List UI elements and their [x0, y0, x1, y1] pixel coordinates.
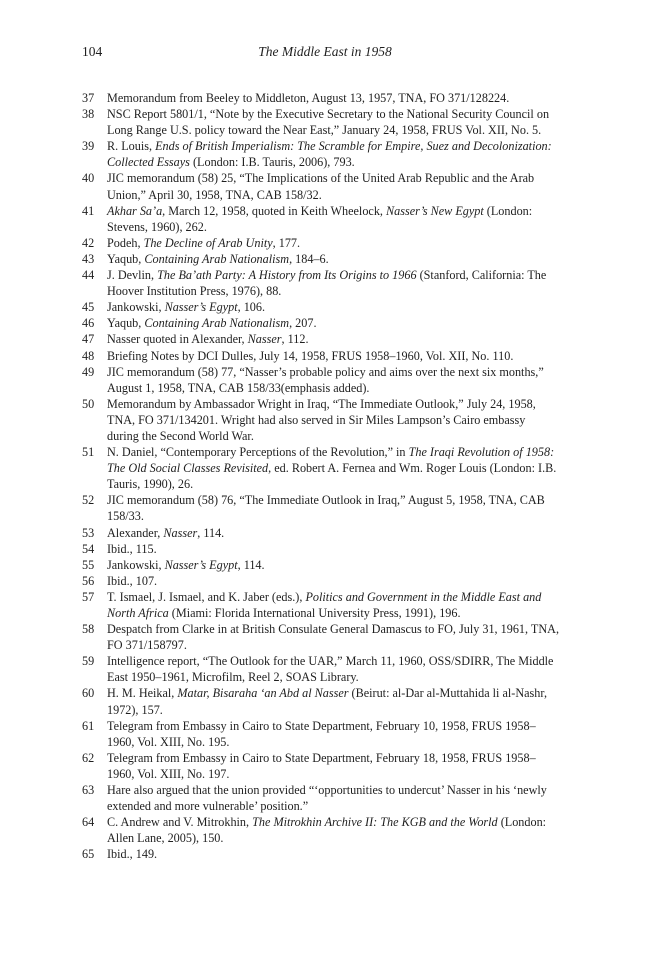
endnote-text-segment: Memorandum by Ambassador Wright in Iraq, “The Immediate Outlook,” July 24, 1958, TNA, FO 371/134201. Wright had also served in Sir Miles Lampson’s Cairo embassy during the Second World War.: [107, 396, 536, 443]
endnote-text-segment: Alexander,: [107, 525, 164, 540]
endnote: [82, 750, 560, 782]
endnote-text-segment: (London: I.B. Tauris, 2006), 793.: [189, 155, 355, 170]
endnote-number: 63: [82, 783, 95, 798]
endnote-title-italic: Nasser: [247, 332, 282, 347]
endnote-text: [107, 590, 541, 620]
endnote-text: [107, 268, 546, 298]
endnote: [82, 203, 560, 235]
endnote: [82, 541, 560, 557]
endnote-text-segment: C. Andrew and V. Mitrokhin,: [107, 815, 253, 830]
endnote-number: 52: [82, 493, 95, 508]
endnote-text-segment: , 106.: [237, 300, 266, 315]
endnote-text: [107, 558, 265, 572]
endnote-title-italic: The Ba’ath Party: A History from Its Origins to 1966: [157, 268, 417, 283]
endnote: [82, 348, 560, 364]
endnote-text-segment: , 184–6.: [289, 251, 329, 266]
endnote-number: 37: [82, 91, 95, 105]
endnote-title-italic: The Iraqi Revolution of 1958: The Old Social Classes Revisited: [107, 445, 555, 476]
endnote-text-segment: Yaqub,: [107, 251, 145, 266]
endnote-text: [107, 622, 559, 652]
endnote-text: [107, 316, 317, 330]
endnote: [82, 782, 560, 814]
endnote-title-italic: The Mitrokhin Archive II: The KGB and the World: [252, 815, 498, 830]
endnote-number: 54: [82, 541, 95, 556]
endnote-number: 44: [82, 268, 95, 283]
endnote-text: [107, 751, 536, 781]
endnote-text: [107, 349, 513, 363]
endnote-text-segment: (Beirut: al-Dar al-Muttahida li al-Nashr, 1972), 157.: [107, 686, 548, 717]
endnote-number: 50: [82, 396, 95, 411]
endnote: [82, 299, 560, 315]
endnote-text: [107, 815, 546, 845]
endnote-text: [107, 719, 536, 749]
endnote: [82, 364, 560, 396]
endnote-title-italic: Ends of British Imperialism: The Scramble for Empire, Suez and Decolonization: Collected Essays: [107, 139, 552, 170]
endnote-text-segment: Podeh,: [107, 235, 144, 250]
endnote-text: [107, 300, 265, 314]
endnote: [82, 138, 560, 170]
endnote-text: [107, 654, 553, 684]
endnote: [82, 814, 560, 846]
endnote-text-segment: Intelligence report, “The Outlook for the UAR,” March 11, 1960, OSS/SDIRR, The Middle East 1950–1961, Microfilm, Reel 2, SOAS Library.: [107, 654, 554, 685]
endnote: [82, 106, 560, 138]
endnote-text-segment: , 114.: [237, 557, 265, 572]
endnote-text-segment: , 112.: [281, 332, 309, 347]
endnote-text: [107, 526, 224, 540]
page-number: 104: [82, 44, 103, 59]
endnote-text-segment: Nasser quoted in Alexander,: [107, 332, 248, 347]
endnote-text-segment: , ed. Robert A. Fernea and Wm. Roger Louis (London: I.B. Tauris, 1990), 26.: [107, 461, 557, 492]
endnote-text-segment: Hare also argued that the union provided “‘opportunities to undercut’ Nasser in his ‘newly extended and more vulnerable’ position.”: [107, 783, 547, 814]
endnote: [82, 685, 560, 717]
endnote: [82, 589, 560, 621]
endnote-number: 56: [82, 573, 95, 588]
endnote-number: 59: [82, 654, 95, 669]
endnote-number: 38: [82, 107, 95, 122]
endnote-text-segment: , 114.: [197, 525, 225, 540]
endnote: [82, 525, 560, 541]
endnote-text-segment: N. Daniel, “Contemporary Perceptions of the Revolution,” in: [107, 445, 409, 460]
endnote-text-segment: JIC memorandum (58) 76, “The Immediate Outlook in Iraq,” August 5, 1958, TNA, CAB 158/33.: [107, 493, 545, 524]
endnote-title-italic: Containing Arab Nationalism: [144, 251, 290, 266]
endnote-number: 65: [82, 847, 95, 862]
endnote-number: 51: [82, 445, 95, 460]
endnote-number: 45: [82, 300, 95, 315]
endnote-text-segment: Despatch from Clarke in at British Consulate General Damascus to FO, July 31, 1961, TNA, FO 371/158797.: [107, 622, 559, 653]
endnote-text-segment: (London: Allen Lane, 2005), 150.: [107, 815, 547, 846]
endnote-text: [107, 542, 157, 556]
endnote-text: [107, 107, 549, 137]
endnotes-list: [82, 90, 560, 863]
endnote-text: [107, 783, 547, 813]
endnote-number: 41: [82, 203, 95, 218]
endnote-number: 47: [82, 332, 95, 347]
endnote: [82, 170, 560, 202]
endnote-text-segment: , 207.: [289, 316, 317, 331]
endnote-text: [107, 91, 509, 105]
endnote: [82, 653, 560, 685]
endnote: [82, 396, 560, 444]
endnote-text-segment: JIC memorandum (58) 25, “The Implications of the United Arab Republic and the Arab Union,” April 30, 1958, TNA, CAB 158/32.: [107, 171, 535, 202]
endnote-title-italic: The Decline of Arab Unity: [143, 235, 273, 250]
endnote-title-italic: Matar, Bisaraha ‘an Abd al Nasser: [177, 686, 349, 701]
endnote-text: [107, 365, 544, 395]
endnote: [82, 235, 560, 251]
endnote-title-italic: Nasser: [163, 525, 198, 540]
endnote: [82, 718, 560, 750]
endnote-title-italic: Nasser’s Egypt: [164, 300, 238, 315]
endnote: [82, 444, 560, 492]
endnote-number: 60: [82, 686, 95, 701]
endnote-title-italic: Nasser’s New Egypt: [386, 203, 484, 218]
endnote-number: 61: [82, 718, 95, 733]
endnote-title-italic: Nasser’s Egypt: [164, 557, 238, 572]
endnote-text: [107, 332, 309, 346]
endnote: [82, 557, 560, 573]
endnote-text: [107, 847, 157, 861]
endnote-text-segment: H. M. Heikal,: [107, 686, 178, 701]
endnote-text-segment: Memorandum from Beeley to Middleton, August 13, 1957, TNA, FO 371/128224.: [107, 91, 510, 105]
endnote-text: [107, 252, 329, 266]
endnote-text-segment: Ibid., 107.: [107, 573, 158, 588]
endnote-text-segment: Telegram from Embassy in Cairo to State Department, February 10, 1958, FRUS 1958–1960, Vol. XIII, No. 195.: [107, 718, 536, 749]
endnote: [82, 315, 560, 331]
endnote-title-italic: Akhar Sa’a: [107, 203, 163, 218]
endnote: [82, 251, 560, 267]
endnote-text-segment: T. Ismael, J. Ismael, and K. Jaber (eds.),: [107, 589, 306, 604]
endnote-number: 42: [82, 235, 95, 250]
endnote-number: 62: [82, 750, 95, 765]
endnote: [82, 492, 560, 524]
endnote: [82, 846, 560, 862]
endnote-title-italic: Containing Arab Nationalism: [144, 316, 290, 331]
endnote-number: 58: [82, 622, 95, 637]
endnote-number: 48: [82, 348, 95, 363]
endnote-text-segment: (Miami: Florida International University Press, 1991), 196.: [168, 606, 461, 620]
endnote-text-segment: NSC Report 5801/1, “Note by the Executive Secretary to the National Security Council on Long Range U.S. policy toward the Near East,” January 24, 1958, FRUS Vol. XII, No. 5.: [107, 107, 550, 138]
endnote-text: [107, 236, 300, 250]
page-header: [82, 44, 552, 64]
endnote-text: [107, 493, 545, 523]
endnote-text-segment: Telegram from Embassy in Cairo to State Department, February 18, 1958, FRUS 1958–1960, Vol. XIII, No. 197.: [107, 750, 536, 781]
endnote-text-segment: Ibid., 115.: [107, 541, 157, 556]
endnote: [82, 621, 560, 653]
endnote-number: 49: [82, 364, 95, 379]
endnote-number: 43: [82, 251, 95, 266]
endnote-number: 57: [82, 589, 95, 604]
endnote-number: 40: [82, 171, 95, 186]
endnote-text: [107, 171, 534, 201]
endnote-text-segment: (Stanford, California: The Hoover Institution Press, 1976), 88.: [107, 268, 547, 299]
endnote-text-segment: Jankowski,: [107, 300, 165, 315]
endnote-text-segment: (London: Stevens, 1960), 262.: [107, 203, 533, 234]
endnote-text-segment: JIC memorandum (58) 77, “Nasser’s probable policy and aims over the next six months,” August 1, 1958, TNA, CAB 158/33(emphasis added).: [107, 364, 544, 395]
endnote-number: 64: [82, 815, 95, 830]
endnote: [82, 90, 560, 106]
endnote-text-segment: , 177.: [272, 235, 301, 250]
endnote-title-italic: Politics and Government in the Middle East and North Africa: [107, 589, 542, 620]
endnote-text: [107, 397, 536, 443]
endnote: [82, 331, 560, 347]
endnote: [82, 573, 560, 589]
endnote-text-segment: , March 12, 1958, quoted in Keith Wheelock,: [162, 203, 387, 218]
endnote-number: 39: [82, 139, 95, 154]
endnote-text: [107, 204, 532, 234]
endnote-number: 55: [82, 557, 95, 572]
endnote: [82, 267, 560, 299]
endnote-text-segment: Briefing Notes by DCI Dulles, July 14, 1958, FRUS 1958–1960, Vol. XII, No. 110.: [107, 348, 514, 363]
endnote-text-segment: J. Devlin,: [107, 268, 158, 283]
endnote-text-segment: Yaqub,: [107, 316, 145, 331]
endnote-number: 53: [82, 525, 95, 540]
endnote-text-segment: Jankowski,: [107, 557, 165, 572]
endnote-text-segment: R. Louis,: [107, 139, 156, 154]
endnote-text: [107, 686, 547, 716]
endnote-text-segment: Ibid., 149.: [107, 847, 158, 862]
endnote-number: 46: [82, 316, 95, 331]
endnote-text: [107, 445, 556, 491]
endnote-text: [107, 574, 157, 588]
running-title: The Middle East in 1958: [258, 44, 392, 59]
endnote-text: [107, 139, 552, 169]
